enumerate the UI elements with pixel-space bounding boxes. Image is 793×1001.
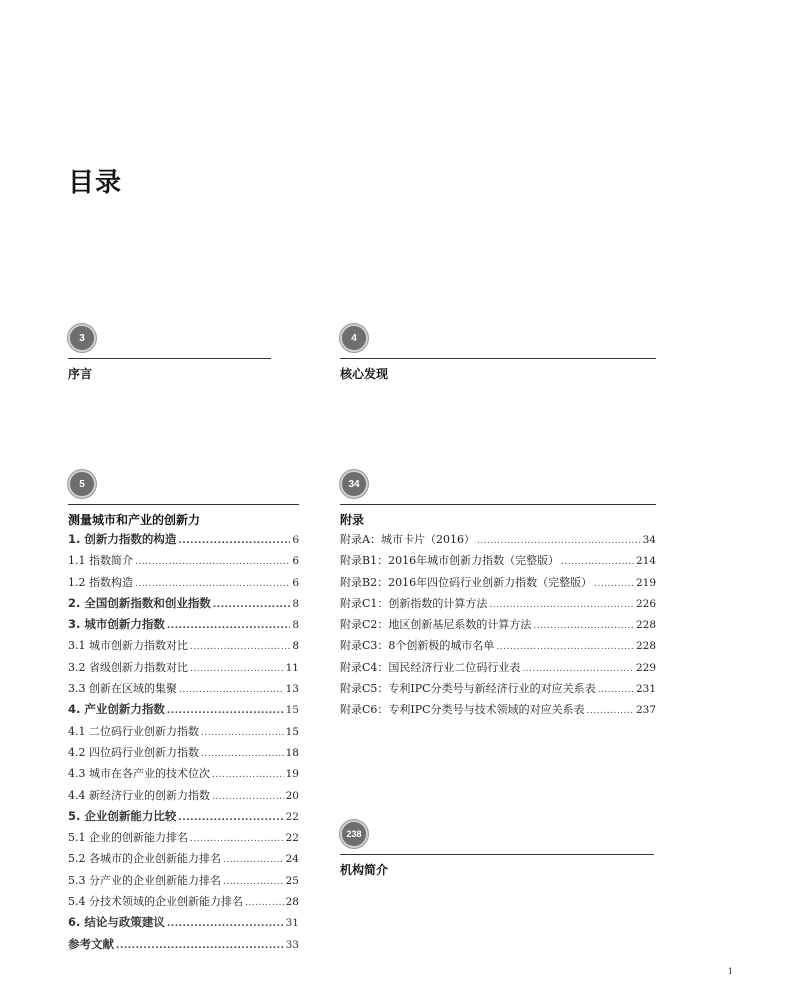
toc-entry-page: 19: [285, 768, 299, 781]
toc-list: [340, 531, 656, 723]
toc-entry-page: 6: [292, 555, 299, 568]
leader-dots: [190, 642, 290, 652]
leader-dots: [522, 664, 634, 674]
toc-entry-page: 214: [635, 555, 656, 568]
toc-entry[interactable]: [68, 744, 299, 765]
toc-entry-label: 3. 城市创新力指数: [68, 617, 165, 632]
leader-dots: [533, 621, 634, 631]
leader-dots: [167, 706, 284, 716]
toc-entry-page: 219: [635, 576, 656, 589]
toc-entry[interactable]: [68, 723, 299, 744]
toc-entry[interactable]: [68, 616, 299, 637]
toc-entry-label: 4.1 二位码行业创新力指数: [68, 724, 199, 738]
toc-entry-page: 20: [285, 789, 299, 802]
toc-entry-page: 22: [285, 810, 299, 823]
toc-entry-label: 附录A：城市卡片（2016）: [340, 533, 475, 546]
toc-entry-label: 1.1 指数简介: [68, 554, 133, 568]
leader-dots: [167, 919, 284, 929]
toc-entry-page: 228: [635, 640, 656, 653]
toc-entry[interactable]: [68, 531, 299, 552]
toc-entry-label: 4. 产业创新力指数: [68, 702, 165, 717]
leader-dots: [201, 749, 284, 759]
toc-entry[interactable]: [68, 808, 299, 829]
toc-entry-label: 3.3 创新在区域的集聚: [68, 682, 177, 696]
divider: [68, 358, 271, 359]
toc-entry-label: 4.3 城市在各产业的技术位次: [68, 767, 210, 781]
toc-entry[interactable]: [340, 637, 656, 658]
toc-entry[interactable]: [340, 701, 656, 722]
toc-entry-page: 13: [285, 683, 299, 696]
page-number: 1: [728, 967, 734, 976]
toc-entry-page: 33: [285, 938, 299, 951]
leader-dots: [212, 770, 284, 780]
leader-dots: [201, 728, 284, 738]
toc-entry[interactable]: [68, 787, 299, 808]
leader-dots: [135, 557, 290, 567]
toc-entry-page: 25: [285, 874, 299, 887]
toc-entry-page: 228: [635, 619, 656, 632]
toc-entry[interactable]: [340, 616, 656, 637]
leader-dots: [135, 579, 290, 589]
toc-entry-page: 11: [285, 661, 299, 674]
toc-entry[interactable]: [340, 574, 656, 595]
toc-entry[interactable]: [340, 552, 656, 573]
page-badge: 3: [68, 324, 96, 352]
toc-entry-label: 附录C1：创新指数的计算方法: [340, 596, 488, 610]
leader-dots: [212, 792, 284, 802]
toc-entry[interactable]: [68, 872, 299, 893]
section-findings: [340, 324, 656, 382]
toc-entry[interactable]: [68, 914, 299, 935]
toc-entry-page: 22: [285, 832, 299, 845]
toc-entry-label: 5.2 各城市的企业创新能力排名: [68, 852, 221, 866]
toc-entry-label: 6. 结论与政策建议: [68, 915, 165, 930]
toc-entry-page: 6: [292, 534, 299, 546]
toc-entry-page: 226: [635, 597, 656, 610]
toc-entry-page: 229: [635, 661, 656, 674]
toc-entry-label: 1. 创新力指数的构造: [68, 532, 177, 546]
toc-entry[interactable]: [340, 680, 656, 701]
toc-entry[interactable]: [68, 595, 299, 616]
section-title[interactable]: 序言: [68, 367, 93, 381]
toc-entry-label: 附录B1：2016年城市创新力指数（完整版）: [340, 554, 560, 568]
toc-entry-page: 28: [285, 896, 299, 909]
section-title[interactable]: 测量城市和产业的创新力: [68, 513, 201, 527]
leader-dots: [587, 706, 634, 716]
leader-dots: [213, 600, 290, 610]
leader-dots: [223, 855, 284, 865]
toc-entry-label: 附录C5：专利IPC分类号与新经济行业的对应关系表: [340, 682, 596, 696]
toc-entry-page: 8: [292, 619, 299, 632]
toc-entry-label: 4.2 四位码行业创新力指数: [68, 745, 199, 759]
toc-entry[interactable]: [68, 574, 299, 595]
leader-dots: [178, 536, 290, 546]
toc-entry-label: 5.3 分产业的企业创新能力排名: [68, 873, 221, 887]
section-preface: [68, 324, 271, 382]
page-badge: 4: [340, 324, 368, 352]
toc-entry-label: 5.4 分技术领域的企业创新能力排名: [68, 895, 243, 909]
leader-dots: [178, 813, 283, 823]
toc-entry-label: 4.4 新经济行业的创新力指数: [68, 788, 210, 802]
toc-entry-label: 附录C3：8个创新极的城市名单: [340, 639, 495, 653]
toc-entry-page: 6: [292, 576, 299, 589]
toc-entry-label: 附录B2：2016年四位码行业创新力指数（完整版）: [340, 575, 593, 589]
toc-entry-page: 8: [292, 640, 299, 653]
toc-entry[interactable]: [68, 850, 299, 871]
toc-entry-label: 1.2 指数构造: [68, 575, 133, 589]
toc-entry-page: 237: [635, 704, 656, 717]
leader-dots: [223, 877, 284, 887]
toc-entry[interactable]: [68, 936, 299, 957]
toc-entry-label: 附录C2：地区创新基尼系数的计算方法: [340, 618, 532, 632]
leader-dots: [167, 621, 290, 631]
toc-entry[interactable]: [340, 531, 656, 552]
toc-entry[interactable]: [68, 680, 299, 701]
section-org: [340, 820, 654, 878]
section-appendix: [340, 470, 656, 723]
page-badge: 34: [340, 470, 368, 498]
toc-entry[interactable]: [340, 659, 656, 680]
divider: [340, 504, 656, 505]
leader-dots: [477, 536, 641, 546]
toc-entry-label: 5. 企业创新能力比较: [68, 808, 177, 823]
toc-entry[interactable]: [68, 552, 299, 573]
toc-entry-page: 34: [642, 534, 656, 546]
leader-dots: [190, 834, 284, 844]
toc-entry-label: 附录C6：专利IPC分类号与技术领域的对应关系表: [340, 703, 585, 717]
leader-dots: [190, 664, 284, 674]
page-badge: 238: [340, 820, 368, 848]
leader-dots: [179, 685, 284, 695]
section-title[interactable]: 附录: [340, 513, 365, 527]
section-title[interactable]: 机构简介: [340, 863, 389, 877]
divider: [340, 854, 654, 855]
toc-entry-page: 31: [285, 917, 299, 930]
toc-entry-page: 18: [285, 746, 299, 759]
divider: [340, 358, 656, 359]
toc-entry[interactable]: [68, 893, 299, 914]
leader-dots: [561, 557, 634, 567]
section-title[interactable]: 核心发现: [340, 367, 389, 381]
toc-entry-label: 5.1 企业的创新能力排名: [68, 831, 188, 845]
page-badge: 5: [68, 470, 96, 498]
toc-entry-label: 附录C4：国民经济行业二位码行业表: [340, 660, 521, 674]
leader-dots: [116, 941, 284, 951]
leader-dots: [598, 685, 634, 695]
toc-entry-page: 15: [285, 704, 299, 717]
toc-entry-page: 24: [285, 853, 299, 866]
toc-entry-page: 8: [292, 597, 299, 610]
toc-entry-label: 2. 全国创新指数和创业指数: [68, 595, 211, 610]
toc-entry[interactable]: [68, 637, 299, 658]
leader-dots: [489, 600, 634, 610]
toc-entry[interactable]: [68, 829, 299, 850]
toc-entry-label: 3.2 省级创新力指数对比: [68, 660, 188, 674]
leader-dots: [594, 579, 634, 589]
section-measure: [68, 470, 299, 957]
toc-entry[interactable]: [68, 701, 299, 722]
toc-entry[interactable]: [68, 765, 299, 786]
leader-dots: [496, 642, 634, 652]
toc-entry[interactable]: [68, 659, 299, 680]
divider: [68, 504, 299, 505]
page-title: 目录: [68, 168, 123, 198]
toc-entry-label: 参考文献: [68, 936, 114, 951]
leader-dots: [245, 898, 284, 908]
toc-entry[interactable]: [340, 595, 656, 616]
toc-list: [68, 531, 299, 957]
toc-entry-page: 231: [635, 683, 656, 696]
toc-entry-page: 15: [285, 725, 299, 738]
toc-entry-label: 3.1 城市创新力指数对比: [68, 639, 188, 653]
